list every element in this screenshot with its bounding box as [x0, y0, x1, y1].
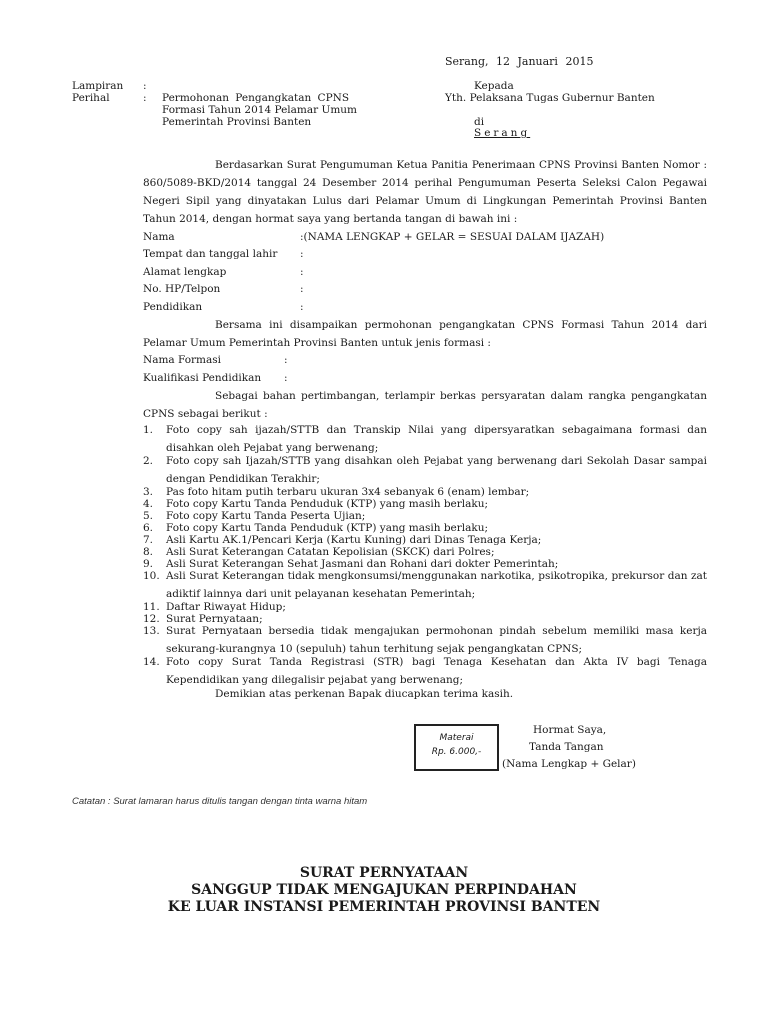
item-number: 2. [143, 455, 154, 467]
item-text: Foto copy Kartu Tanda Peserta Ujian; [166, 510, 366, 522]
field-row [143, 228, 707, 246]
item-number: 10. [143, 570, 160, 582]
item-number: 13. [143, 625, 160, 637]
field-row [143, 369, 707, 387]
field-label: Nama [143, 230, 175, 243]
field-value: : [300, 248, 304, 261]
list-item [143, 498, 707, 510]
formation-paragraph: Bersama ini disampaikan permohonan pengangkatan CPNS Formasi Tahun 2014 dari Pelamar Umum Pemerintah Provinsi Banten untuk jenis formasi : [143, 318, 707, 349]
list-item [143, 656, 707, 687]
list-item [143, 570, 707, 601]
item-text: Daftar Riwayat Hidup; [166, 601, 286, 613]
field-row [143, 263, 707, 281]
lampiran-label: Lampiran [72, 80, 124, 92]
list-item [143, 601, 707, 613]
materai-amount: Rp. 6.000,- [431, 747, 482, 757]
item-text: Foto copy sah Ijazah/STTB yang disahkan oleh Pejabat yang berwenang dari Sekolah Dasar sampai dengan Pendidikan Terakhir; [166, 455, 707, 485]
perihal-line: Pemerintah Provinsi Banten [162, 116, 312, 128]
materai-label: Materai [439, 733, 474, 743]
recipient-city: Serang [474, 127, 531, 139]
list-item [143, 546, 707, 558]
title-line: SURAT PERNYATAAN [299, 865, 469, 881]
item-text: Surat Pernyataan; [166, 613, 263, 625]
list-item [143, 424, 707, 455]
item-number: 12. [143, 613, 160, 625]
item-number: 4. [143, 498, 154, 510]
field-row [143, 246, 707, 264]
field-label: Nama Formasi [143, 354, 222, 367]
list-item [143, 486, 707, 498]
consideration-paragraph: Sebagai bahan pertimbangan, terlampir berkas persyaratan dalam rangka pengangkatan CPNS sebagai berikut : [143, 389, 707, 420]
list-item [143, 455, 707, 486]
item-text: Pas foto hitam putih terbaru ukuran 3x4 sebanyak 6 (enam) lembar; [166, 486, 530, 498]
field-value: : [284, 371, 288, 384]
item-text: Asli Surat Keterangan Catatan Kepolisian (SKCK) dari Polres; [166, 546, 495, 558]
field-value: :(NAMA LENGKAP + GELAR = SESUAI DALAM IJAZAH) [300, 230, 605, 243]
item-text: Foto copy Kartu Tanda Penduduk (KTP) yang masih berlaku; [166, 522, 489, 534]
title-line: KE LUAR INSTANSI PEMERINTAH PROVINSI BANTEN [167, 899, 601, 915]
item-text: Asli Kartu AK.1/Pencari Kerja (Kartu Kuning) dari Dinas Tenaga Kerja; [166, 534, 542, 546]
field-row [143, 281, 707, 299]
recipient: Yth. Pelaksana Tugas Gubernur Banten [445, 92, 655, 104]
field-value: : [300, 300, 304, 313]
title-line: SANGGUP TIDAK MENGAJUKAN PERPINDAHAN [191, 882, 577, 898]
formation-fields [143, 352, 707, 387]
field-label: Tempat dan tanggal lahir [143, 248, 278, 261]
item-number: 3. [143, 486, 154, 498]
field-label: Pendidikan [143, 300, 203, 313]
di-label: di [474, 116, 485, 128]
signer-name: (Nama Lengkap + Gelar) [502, 758, 636, 770]
perihal-line: Formasi Tahun 2014 Pelamar Umum [162, 104, 358, 116]
item-text: Surat Pernyataan bersedia tidak mengajukan permohonan pindah sebelum memiliki masa kerja sekurang-kurangnya 10 (sepuluh) tahun terhitung sejak pengangkatan CPNS; [166, 625, 707, 655]
intro-paragraph: Berdasarkan Surat Pengumuman Ketua Panitia Penerimaan CPNS Provinsi Banten Nomor : 860/5089-BKD/2014 tanggal 24 Desember 2014 perihal Pengumuman Peserta Seleksi Calon Pegawai Negeri Sipil yang dinyatakan Lulus dari Pelamar Umum di Lingkungan Pemerintah Provinsi Banten Tahun 2014, dengan hormat saya yang bertanda tangan di bawah ini : [143, 159, 707, 225]
lampiran-colon: : [143, 80, 147, 92]
field-row [143, 352, 707, 370]
list-item [143, 510, 707, 522]
item-number: 14. [143, 656, 160, 668]
field-value: : [300, 265, 304, 278]
statement-title [0, 865, 768, 916]
item-text: Foto copy Surat Tanda Registrasi (STR) bagi Tenaga Kesehatan dan Akta IV bagi Tenaga Kependidikan yang dilegalisir pejabat yang berwenang; [166, 656, 707, 686]
list-item [143, 534, 707, 546]
note-text: Catatan : Surat lamaran harus ditulis tangan dengan tinta warna hitam [72, 796, 368, 807]
item-text: Asli Surat Keterangan Sehat Jasmani dan Rohani dari dokter Pemerintah; [166, 558, 559, 570]
kepada-label: Kepada [474, 80, 514, 92]
item-text: Foto copy Kartu Tanda Penduduk (KTP) yang masih berlaku; [166, 498, 489, 510]
perihal-colon: : [143, 92, 147, 104]
item-text: Foto copy sah ijazah/STTB dan Transkip Nilai yang dipersyaratkan sebagaimana formasi dan disahkan oleh Pejabat yang berwenang; [166, 424, 707, 454]
requirements-list [143, 424, 707, 687]
field-value: : [300, 283, 304, 296]
item-text: Asli Surat Keterangan tidak mengkonsumsi/menggunakan narkotika, psikotropika, prekursor dan zat adiktif lainnya dari unit pelayanan kesehatan Pemerintah; [166, 570, 707, 600]
perihal-label: Perihal [72, 92, 110, 104]
item-number: 5. [143, 510, 154, 522]
perihal-line: Permohonan Pengangkatan CPNS [162, 92, 350, 104]
letter-body [143, 156, 707, 423]
regards-text: Hormat Saya, [533, 724, 607, 736]
item-number: 9. [143, 558, 154, 570]
list-item [143, 625, 707, 656]
applicant-fields [143, 228, 707, 316]
field-label: Alamat lengkap [143, 265, 227, 278]
closing-text: Demikian atas perkenan Bapak diucapkan terima kasih. [215, 688, 514, 700]
signature-label: Tanda Tangan [529, 741, 604, 753]
item-number: 8. [143, 546, 154, 558]
field-row [143, 298, 707, 316]
item-number: 6. [143, 522, 154, 534]
list-item [143, 522, 707, 534]
letter-date: Serang, 12 Januari 2015 [445, 55, 594, 68]
field-value: : [284, 354, 288, 367]
stamp-duty-box [414, 724, 499, 771]
field-label: No. HP/Telpon [143, 283, 221, 296]
item-number: 1. [143, 424, 154, 436]
perihal-text [162, 92, 372, 128]
item-number: 11. [143, 601, 160, 613]
field-label: Kualifikasi Pendidikan [143, 371, 262, 384]
item-number: 7. [143, 534, 154, 546]
